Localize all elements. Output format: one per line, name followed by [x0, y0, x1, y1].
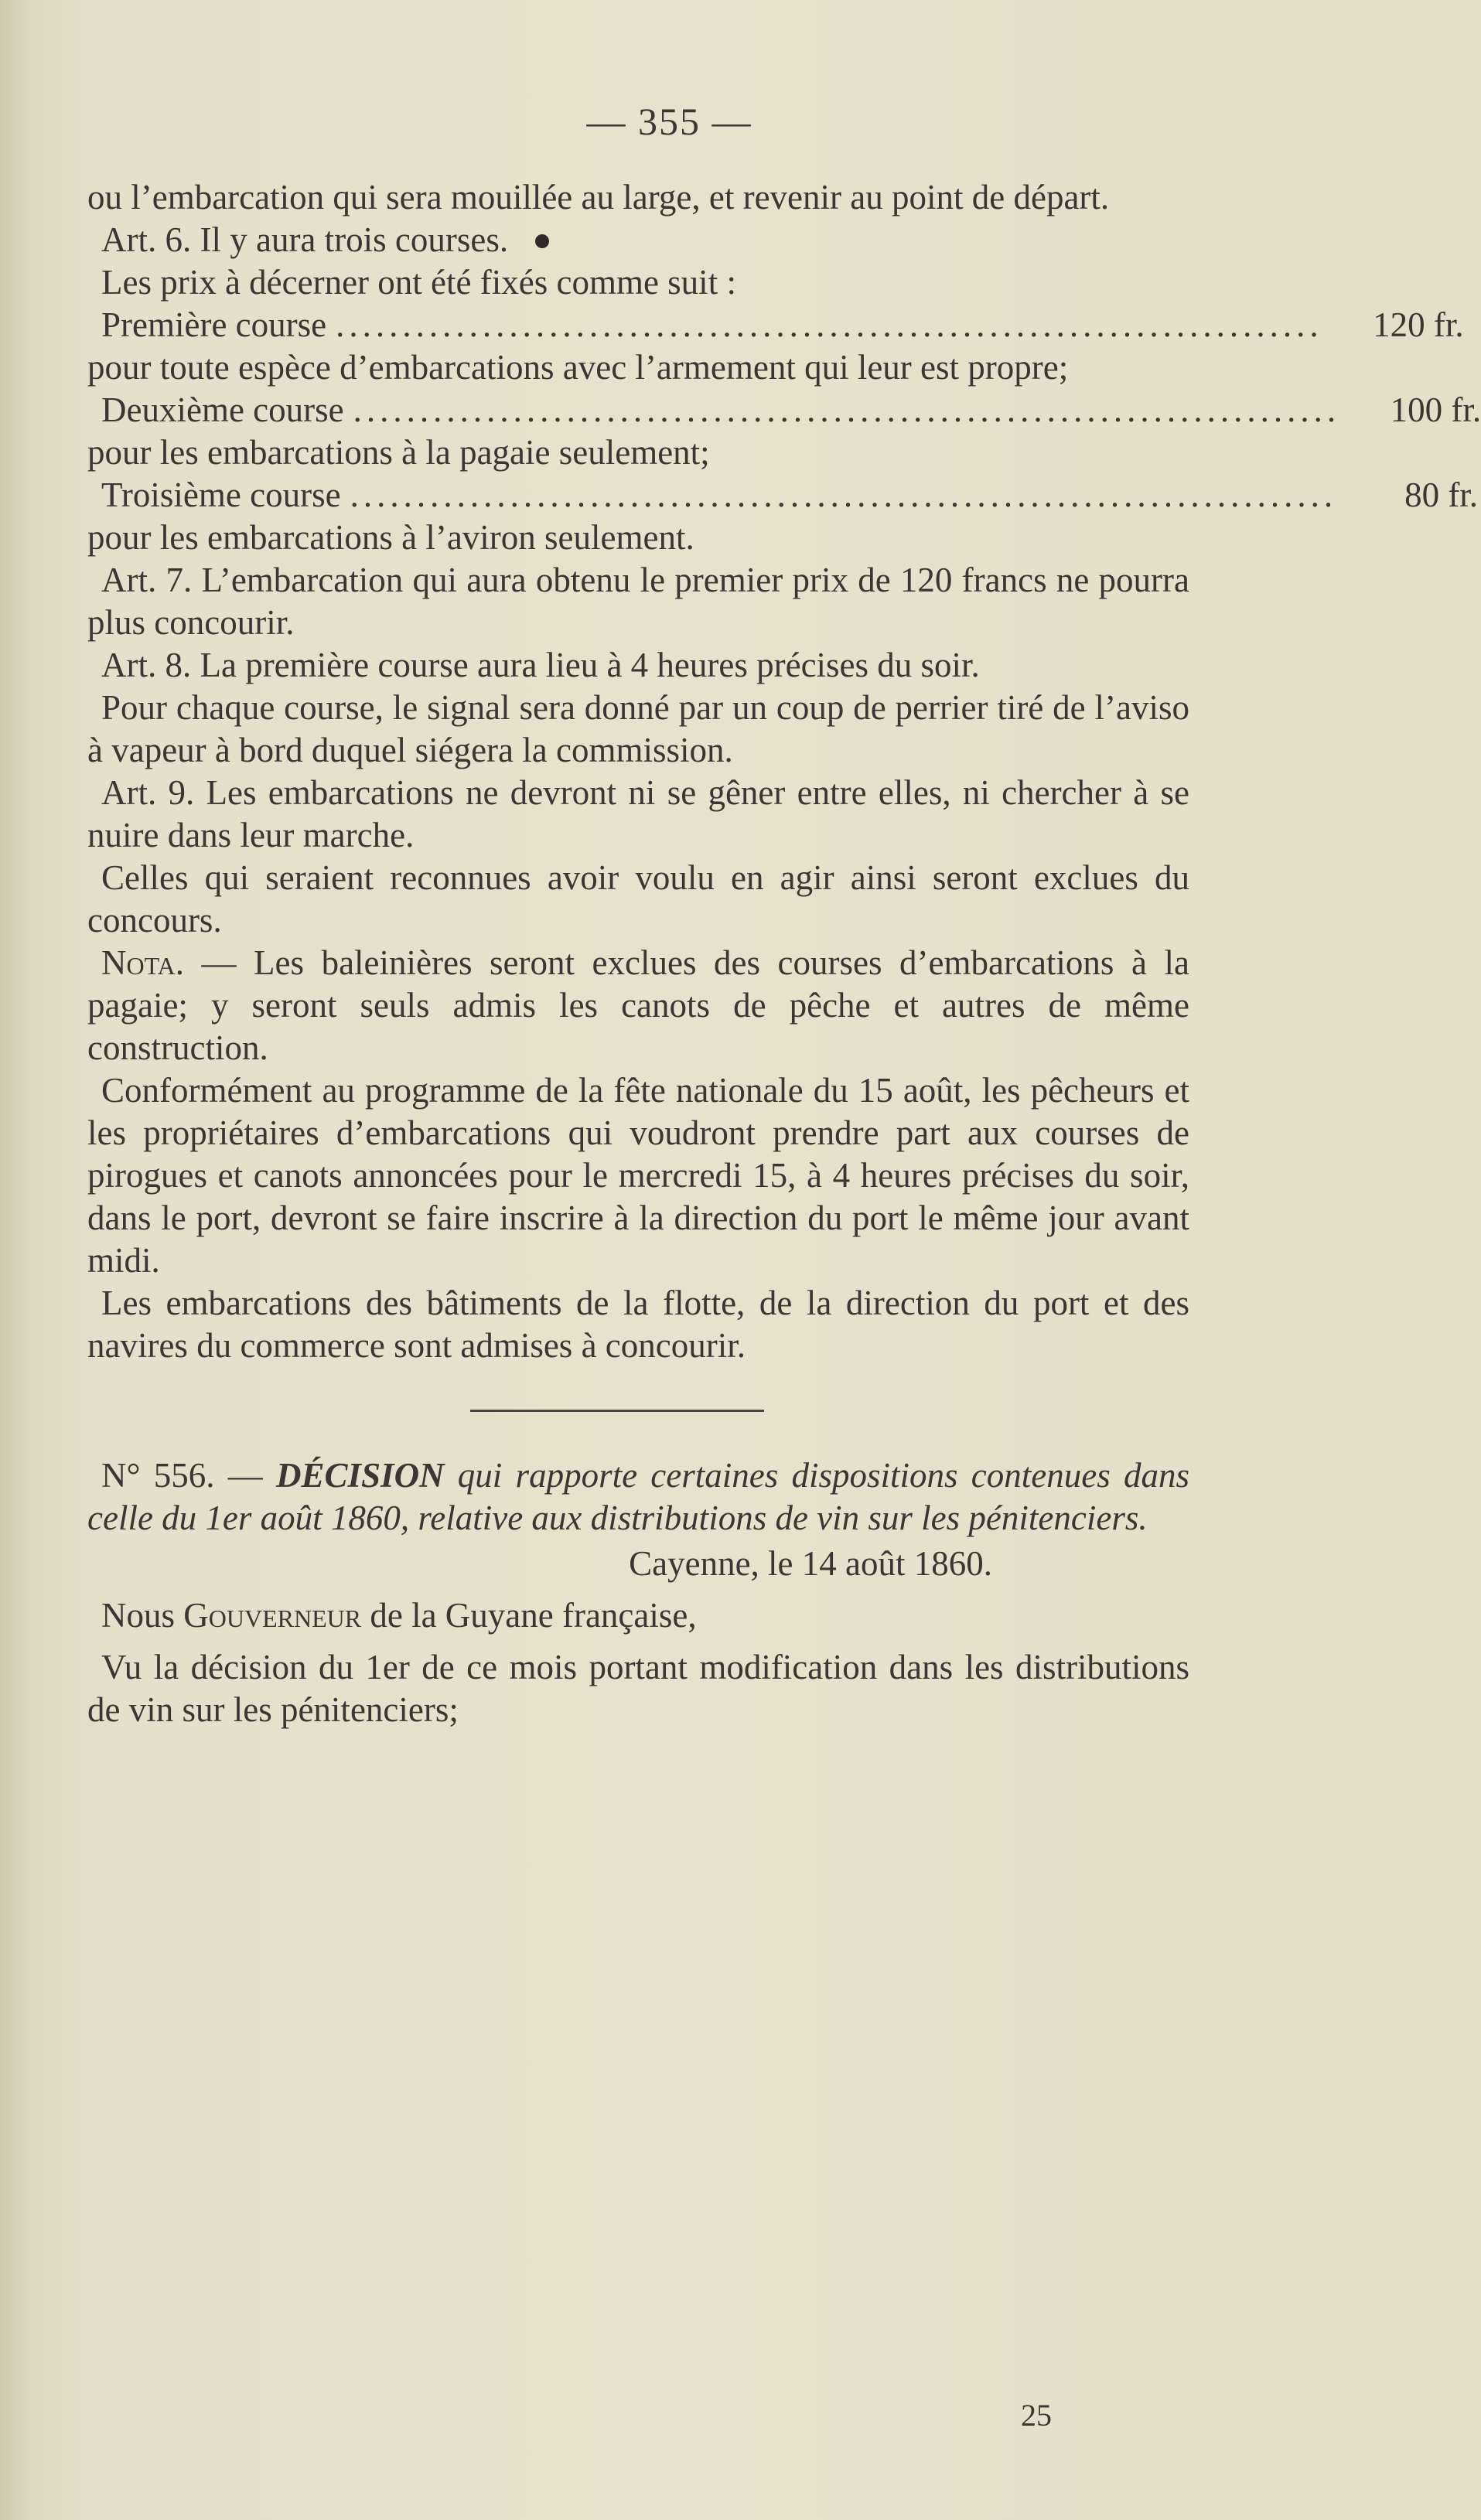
- prize-label: Première course: [101, 305, 327, 344]
- nous-rest: de la Guyane française,: [361, 1596, 697, 1635]
- prize-row: [87, 389, 1481, 431]
- prize-amount: 100 fr.: [1390, 390, 1481, 429]
- paragraph: ou l’embarcation qui sera mouillée au large, et revenir au point de départ.: [87, 178, 1110, 217]
- prize-description: pour les embarcations à l’aviron seulement.: [87, 518, 694, 557]
- paragraph: Conformément au programme de la fête nationale du 15 août, les pêcheurs et les propriétaires d’embarcations qui voudront prendre part aux courses de pirogues et canots annoncées pour le mercredi 15, à 4 heures précises du soir, dans le port, devront se faire inscrire à la direction du port le même jour avant midi.: [87, 1071, 1189, 1280]
- section-divider: [470, 1410, 764, 1412]
- prize-description: pour les embarcations à la pagaie seulement;: [87, 433, 710, 472]
- leader-dots: ..........................................................................: [353, 390, 1341, 429]
- decision-number: N° 556. —: [101, 1456, 276, 1495]
- leader-dots: ..........................................................................: [336, 305, 1323, 344]
- gouverneur-title: Gouverneur: [183, 1596, 362, 1635]
- prize-label: Troisième course: [101, 476, 341, 514]
- paragraph: Les prix à décerner ont été fixés comme suit :: [101, 263, 736, 302]
- nota-text: — Les baleinières seront exclues des courses d’embarcations à la pagaie; y seront seuls admis les canots de pêche et autres de même construction.: [87, 943, 1189, 1067]
- prize-row: [87, 304, 1464, 346]
- prize-row: [87, 474, 1479, 517]
- paragraph-nota: [87, 942, 1189, 1069]
- page-body: [87, 176, 1481, 1731]
- paragraph-art-8: Art. 8. La première course aura lieu à 4 heures précises du soir.: [101, 646, 980, 684]
- paragraph-art-6: Art. 6. Il y aura trois courses.: [101, 220, 509, 259]
- nota-label: Nota.: [101, 943, 184, 982]
- decision-title-rest: qui rapporte certaines dispositions contenues dans celle du 1er août 1860, relative aux distributions de vin sur les pénitenciers.: [87, 1456, 1189, 1537]
- dateline: Cayenne, le 14 août 1860.: [629, 1544, 992, 1583]
- prize-amount: 80 fr.: [1404, 476, 1479, 514]
- decision-title-word: DÉCISION: [275, 1456, 445, 1495]
- prize-amount: 120 fr.: [1373, 305, 1464, 344]
- leader-dots: ..........................................................................: [350, 476, 1338, 514]
- prize-description: pour toute espèce d’embarcations avec l’armement qui leur est propre;: [87, 348, 1069, 387]
- paragraph-art-7: Art. 7. L’embarcation qui aura obtenu le premier prix de 120 francs ne pourra plus concourir.: [87, 561, 1189, 642]
- paragraph: Celles qui seraient reconnues avoir voulu en agir ainsi seront exclues du concours.: [87, 858, 1189, 939]
- nous-prefix: Nous: [101, 1596, 184, 1635]
- paragraph: Pour chaque course, le signal sera donné par un coup de perrier tiré de l’aviso à vapeur à bord duquel siégera la commission.: [87, 688, 1189, 769]
- signature-mark: 25: [1021, 2398, 1052, 2433]
- paragraph-art-9: Art. 9. Les embarcations ne devront ni se gêner entre elles, ni chercher à se nuire dans leur marche.: [87, 773, 1189, 854]
- paragraph-nous: [87, 1594, 1189, 1637]
- paragraph: Les embarcations des bâtiments de la flotte, de la direction du port et des navires du commerce sont admises à concourir.: [87, 1284, 1189, 1365]
- page-number: — 355 —: [586, 100, 752, 143]
- paragraph-vu: Vu la décision du 1er de ce mois portant modification dans les distributions de vin sur les pénitenciers;: [87, 1648, 1189, 1729]
- prize-label: Deuxième course: [101, 390, 344, 429]
- decision-heading: [87, 1454, 1189, 1540]
